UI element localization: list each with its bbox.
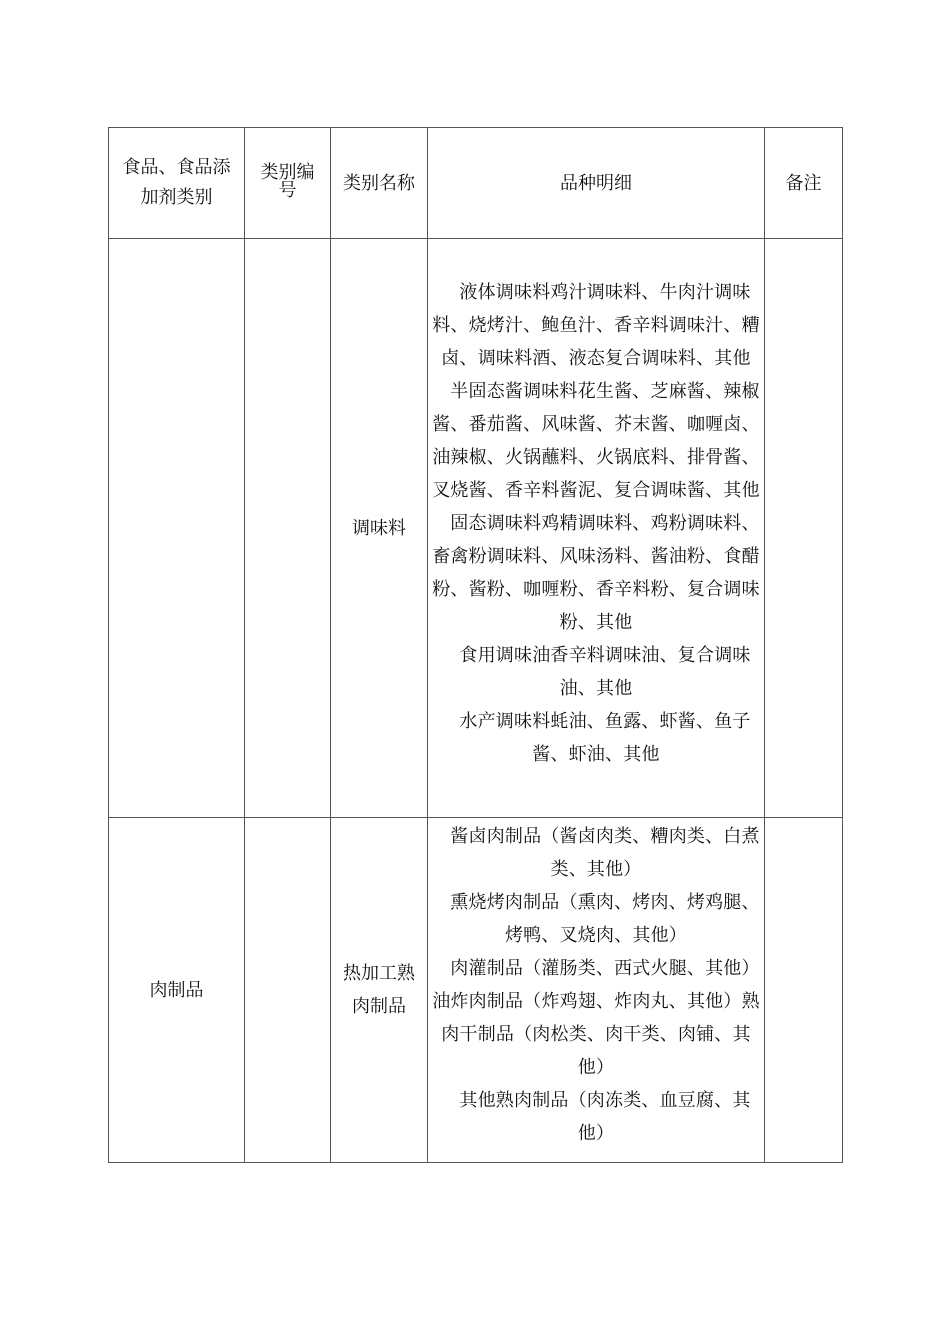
- row-name-text: 调味料: [352, 517, 406, 539]
- header-name: 类别名称: [331, 128, 428, 239]
- header-category: [109, 128, 245, 239]
- row-detail: [428, 818, 765, 1163]
- row-name: [331, 239, 428, 818]
- header-code-line2: 号: [278, 179, 297, 201]
- row-name: [331, 818, 428, 1163]
- row-name-line2: 肉制品: [352, 996, 406, 1017]
- row-name-line1: 热加工熟: [343, 963, 415, 984]
- header-category-line2: 加剂类别: [140, 187, 213, 208]
- row-code: [245, 818, 331, 1163]
- header-code-line1: 类别编: [260, 161, 315, 183]
- table-header-row: [109, 128, 843, 239]
- header-code: [245, 128, 331, 239]
- detail-item: 食用调味油香辛料调味油、复合调味油、其他: [459, 644, 751, 699]
- row-remark: [765, 818, 843, 1163]
- detail-item: 肉灌制品（灌肠类、西式火腿、其他）油炸肉制品（炸鸡翅、炸肉丸、其他）熟肉干制品（肉松类、肉干类、肉铺、其他）: [432, 958, 760, 1078]
- detail-item: 其他熟肉制品（肉冻类、血豆腐、其他）: [459, 1090, 751, 1144]
- row-category: [109, 239, 245, 818]
- table-row: [109, 818, 843, 1163]
- detail-item: 酱卤肉制品（酱卤肉类、糟肉类、白煮类、其他）: [450, 826, 760, 880]
- detail-item: 水产调味料蚝油、鱼露、虾酱、鱼子酱、虾油、其他: [459, 710, 751, 765]
- row-code: [245, 239, 331, 818]
- food-category-table: [108, 127, 843, 1163]
- row-category: 肉制品: [109, 818, 245, 1163]
- detail-item: 液体调味料鸡汁调味料、牛肉汁调味料、烧烤汁、鲍鱼汁、香辛料调味汁、糟卤、调味料酒、液态复合调味料、其他: [432, 281, 760, 369]
- detail-item: 熏烧烤肉制品（熏肉、烤肉、烤鸡腿、烤鸭、叉烧肉、其他）: [450, 892, 760, 946]
- header-remark: 备注: [765, 128, 843, 239]
- header-detail: 品种明细: [428, 128, 765, 239]
- detail-item: 固态调味料鸡精调味料、鸡粉调味料、畜禽粉调味料、风味汤料、酱油粉、食醋粉、酱粉、咖喱粉、香辛料粉、复合调味粉、其他: [432, 512, 760, 633]
- row-remark: [765, 239, 843, 818]
- table-row: [109, 239, 843, 818]
- row-detail: [428, 239, 765, 818]
- header-category-line1: 食品、食品添: [122, 157, 231, 178]
- detail-item: 半固态酱调味料花生酱、芝麻酱、辣椒酱、番茄酱、风味酱、芥末酱、咖喱卤、油辣椒、火锅蘸料、火锅底料、排骨酱、叉烧酱、香辛料酱泥、复合调味酱、其他: [432, 380, 760, 501]
